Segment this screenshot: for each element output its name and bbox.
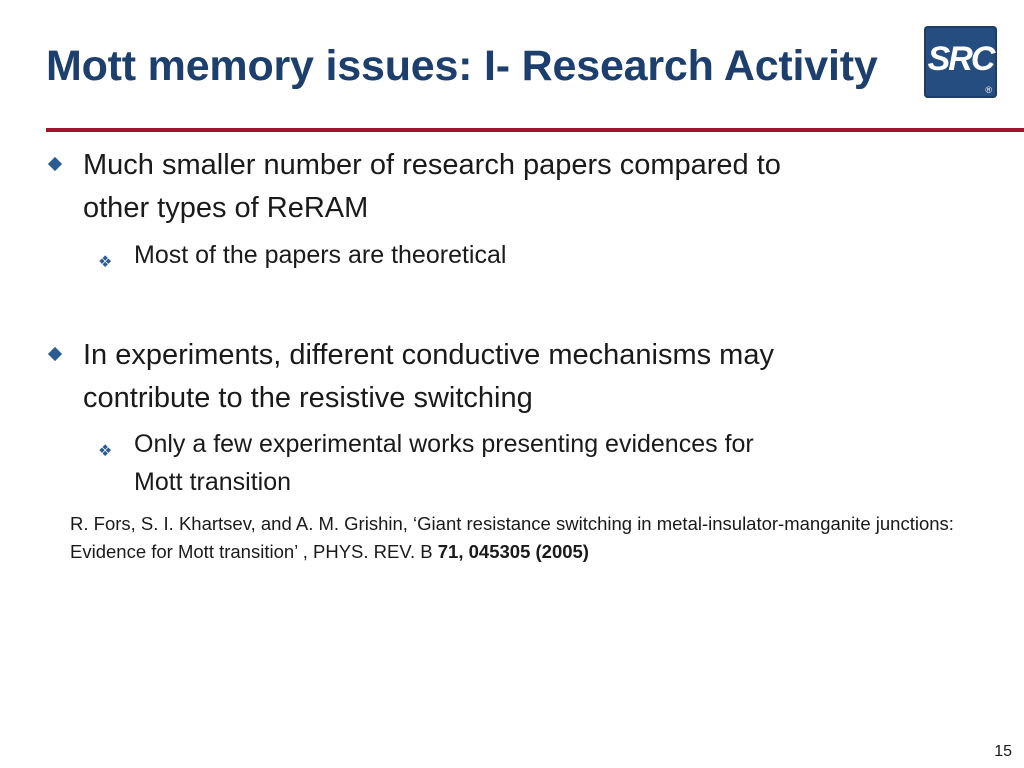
bullet-text-line: other types of ReRAM <box>83 192 369 224</box>
diamond-bullet-icon <box>48 347 62 361</box>
reference-text: R. Fors, S. I. Khartsev, and A. M. Grishin, ‘Giant resistance switching in metal-insulator-manganite junctions: Evidence for Mott transition’ , PHYS. REV. B <box>70 513 954 562</box>
reference-volume: 71, 045305 (2005) <box>437 541 589 562</box>
diamond-bullet-icon <box>48 157 62 171</box>
sub-bullet-text-line: Most of the papers are theoretical <box>134 241 507 269</box>
reference-citation <box>70 510 970 566</box>
page-number: 15 <box>994 743 1012 760</box>
logo-text: SRC <box>927 40 994 78</box>
sub-bullet-text-line: Only a few experimental works presenting evidences for <box>134 430 754 458</box>
bullet-text-line: Much smaller number of research papers compared to <box>83 149 781 181</box>
bullet-text-line: contribute to the resistive switching <box>83 382 533 414</box>
sub-bullet-text-line: Mott transition <box>134 468 292 496</box>
slide-title: Mott memory issues: I- Research Activity <box>46 42 878 90</box>
title-divider <box>46 128 1024 132</box>
clover-bullet-icon: ❖ <box>98 254 113 271</box>
logo-registered-mark: ® <box>985 85 992 95</box>
bullet-text-line: In experiments, different conductive mechanisms may <box>83 339 774 371</box>
clover-bullet-icon: ❖ <box>98 443 113 460</box>
src-logo <box>924 26 997 98</box>
